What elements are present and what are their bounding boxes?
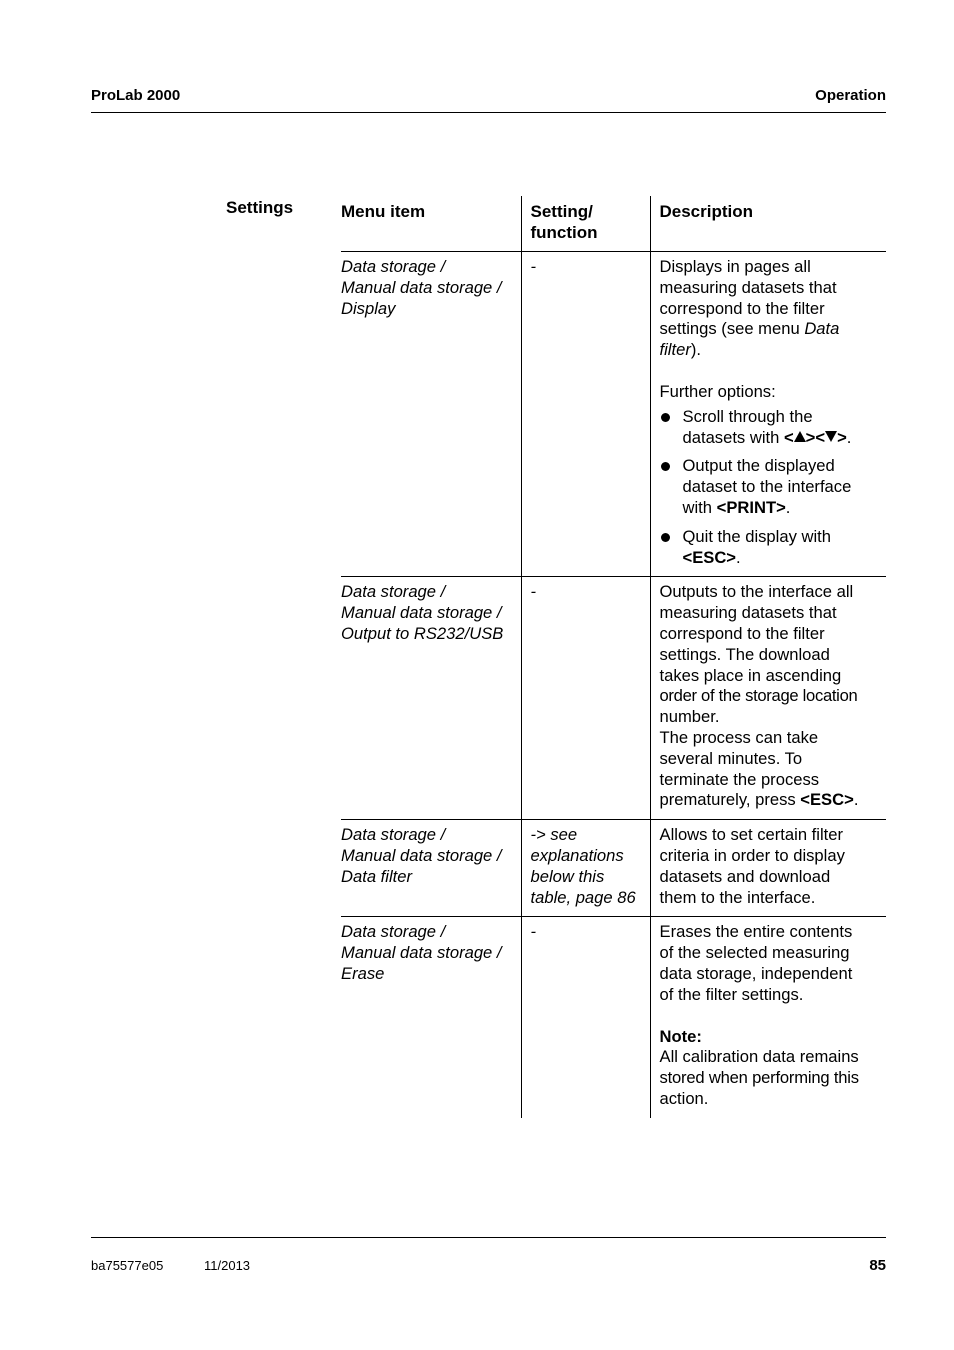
list-item-line — [683, 498, 883, 519]
description-text: prematurely, press — [659, 790, 801, 810]
setting-value: - — [530, 922, 537, 942]
section-label: Settings — [226, 198, 294, 217]
menu-path-line: Data storage / — [341, 922, 446, 942]
setting-value: below this — [530, 866, 605, 886]
description-line: of the selected measuring — [659, 943, 850, 963]
list-item-line: Quit the display with — [682, 526, 831, 546]
menu-path-line: Data filter — [341, 866, 413, 886]
list-item-line: dataset to the interface — [682, 477, 852, 497]
description-line: measuring datasets that — [659, 277, 837, 297]
page-number: 85 — [869, 1257, 886, 1274]
list-item-text: . — [736, 547, 741, 567]
menu-path-line: Erase — [341, 963, 385, 983]
description-text: ). — [690, 340, 701, 360]
table-header-row — [341, 196, 886, 252]
running-header-chapter: Operation — [815, 87, 886, 104]
list-item — [660, 407, 883, 449]
description-line: settings. The download — [659, 644, 830, 664]
description-cell — [650, 820, 886, 917]
setting-cell — [521, 917, 650, 1118]
description-line: criteria in order to display — [659, 845, 845, 865]
list-item — [660, 456, 883, 518]
setting-value: table, page 86 — [530, 887, 636, 907]
footer-rule — [91, 1237, 886, 1238]
menu-path-line: Data storage / — [341, 825, 446, 845]
description-cell — [650, 577, 886, 820]
esc-key-label: <ESC> — [800, 790, 854, 810]
key-bracket: > — [837, 427, 847, 447]
key-bracket: < — [783, 427, 794, 447]
column-header-setting — [521, 196, 650, 252]
menu-path-line: Manual data storage / — [341, 943, 502, 963]
description-line: takes place in ascending — [659, 665, 842, 685]
description-text: settings (see menu — [659, 319, 805, 339]
description-line: Outputs to the interface all — [659, 582, 854, 602]
menu-path-line: Output to RS232/USB — [341, 623, 504, 643]
footer-date: 11/2013 — [204, 1258, 251, 1273]
settings-table — [341, 196, 886, 1118]
description-line: Displays in pages all — [659, 257, 811, 276]
description-line: of the filter settings. — [659, 984, 804, 1004]
note-line: stored when performing this — [659, 1068, 859, 1088]
description-cell — [650, 252, 886, 577]
description-line — [660, 340, 883, 361]
list-item — [660, 527, 883, 569]
menu-path-line: Manual data storage / — [341, 603, 502, 623]
column-header-setting-line2: function — [530, 223, 598, 242]
menu-item-cell — [341, 917, 521, 1118]
bullet-icon — [661, 462, 670, 471]
description-cell — [650, 917, 886, 1118]
menu-path-line: Data storage / — [341, 257, 446, 276]
note-label: Note: — [659, 1026, 702, 1046]
list-item-line — [683, 428, 883, 449]
description-line: The process can take — [659, 727, 819, 747]
list-item-text: . — [785, 497, 791, 517]
list-item-text: . — [846, 427, 852, 447]
paragraph-gap — [660, 361, 883, 382]
bullet-icon — [661, 533, 670, 542]
menu-item-cell — [341, 252, 521, 577]
description-line: order of the storage location — [659, 686, 858, 706]
note-line: action. — [659, 1088, 709, 1108]
esc-key-label: <ESC> — [682, 547, 737, 567]
list-item-text: with — [682, 497, 717, 517]
description-line: number. — [659, 707, 720, 727]
description-line — [660, 319, 883, 340]
menu-path-line: Display — [341, 298, 396, 318]
description-line: datasets and download — [659, 866, 831, 886]
menu-path-line: Data storage / — [341, 582, 446, 602]
column-header-setting-line1: Setting/ — [530, 202, 593, 221]
menu-item-cell — [341, 820, 521, 917]
description-line: several minutes. To — [659, 748, 803, 768]
description-line — [660, 790, 883, 811]
setting-cell — [521, 820, 650, 917]
menu-reference-text: filter — [659, 340, 691, 360]
setting-value: - — [530, 257, 537, 276]
menu-path-line: Manual data storage / — [341, 277, 502, 297]
header-rule — [91, 112, 886, 113]
setting-cell — [521, 577, 650, 820]
table-row — [341, 820, 886, 917]
menu-item-cell — [341, 577, 521, 820]
description-text: . — [853, 790, 859, 810]
description-line: correspond to the filter — [659, 623, 825, 643]
list-item-line: Output the displayed — [682, 456, 835, 476]
list-item-text: datasets with — [682, 427, 784, 447]
running-header-product: ProLab 2000 — [91, 87, 181, 104]
table-row — [341, 577, 886, 820]
table-row — [341, 252, 886, 577]
column-header-description: Description — [650, 196, 886, 252]
description-line: Allows to set certain filter — [659, 825, 844, 845]
arrow-up-key-icon — [794, 431, 806, 442]
menu-path-line: Manual data storage / — [341, 845, 502, 865]
description-line: Erases the entire contents — [659, 922, 853, 942]
further-options-label: Further options: — [659, 381, 776, 401]
setting-cell — [521, 252, 650, 577]
arrow-down-key-icon — [825, 431, 837, 442]
list-item-line — [683, 548, 883, 569]
key-bracket: >< — [805, 427, 826, 447]
column-header-menu-item: Menu item — [341, 196, 521, 252]
setting-value: - — [530, 582, 537, 602]
description-line: them to the interface. — [659, 887, 816, 907]
print-key-label: <PRINT> — [716, 497, 786, 517]
table-row — [341, 917, 886, 1118]
description-line: terminate the process — [659, 769, 820, 789]
paragraph-gap — [660, 1006, 883, 1027]
description-line: data storage, independent — [659, 963, 853, 983]
menu-reference-text: Data — [804, 319, 840, 339]
note-line: All calibration data remains — [659, 1047, 859, 1067]
setting-value: -> see — [530, 825, 578, 845]
footer-document-number: ba75577e05 — [91, 1258, 164, 1273]
list-item-line: Scroll through the — [682, 406, 813, 426]
description-line: correspond to the filter — [659, 298, 825, 318]
setting-value: explanations — [530, 845, 624, 865]
options-list — [660, 407, 883, 569]
description-line: measuring datasets that — [659, 603, 837, 623]
bullet-icon — [661, 413, 670, 422]
